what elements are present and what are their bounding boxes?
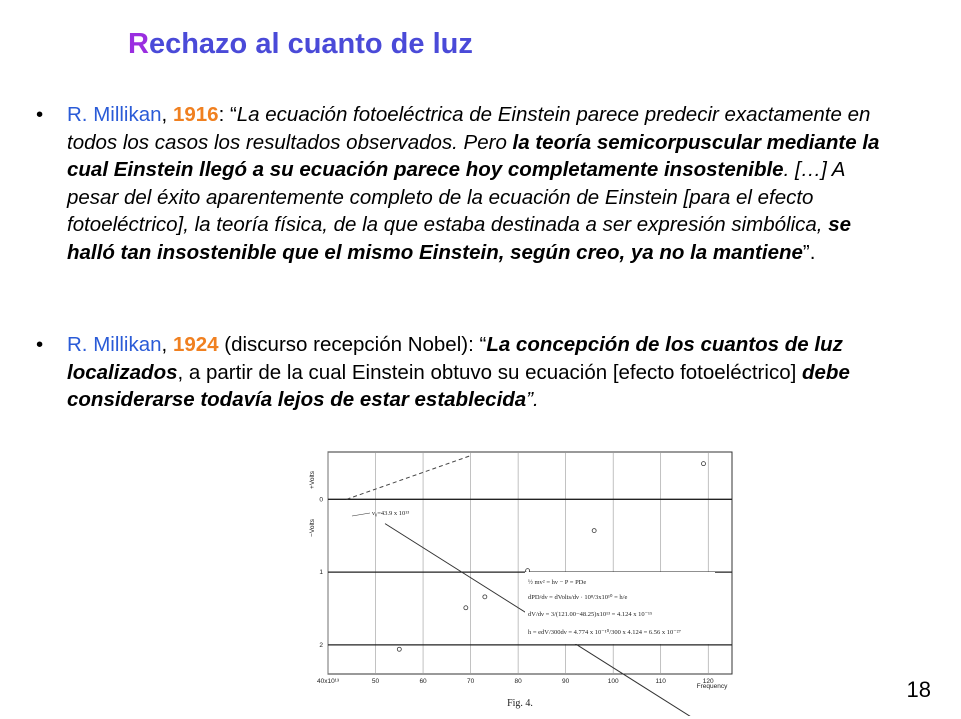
separator: , [161, 103, 173, 126]
bullet-1916-text [67, 101, 896, 267]
x-tick-label: 50 [371, 678, 380, 685]
bullet-dot-icon: • [36, 333, 44, 356]
data-point [464, 606, 468, 610]
equation-1: ½ mv² = hν − P = PDe [528, 579, 587, 586]
x-tick-label: 70 [466, 678, 475, 685]
y-label-plus-volts: +Volts [309, 471, 316, 489]
millikan-plot-figure [300, 444, 740, 716]
x-tick-label: 120 [702, 678, 714, 685]
quote-italic-2: . […] A pesar del éxito aparentemente completo de la ecuación de Einstein [para el efecto fotoeléctrico], la teoría física, de la que estaba destinada a ser expresión simbólica, [67, 158, 845, 237]
x-axis-label: Frequency [696, 683, 728, 690]
x-tick-label: 60 [419, 678, 427, 685]
author-name: R. Millikan [67, 333, 162, 356]
data-point [397, 647, 401, 651]
title-first-letter: R [128, 28, 149, 60]
y-tick-label: 1 [319, 569, 323, 577]
y-tick-label: 2 [319, 641, 323, 649]
bullet-1916 [36, 101, 896, 267]
equation-2: dPD/dν = dVolts/dν · 10⁸/3x10¹⁰ = h/e [528, 594, 628, 601]
x-tick-label: 110 [655, 678, 666, 685]
quote-bold-1: la teoría semicorpuscular mediante la cual Einstein llegó a su ecuación parece hoy completamente insostenible [67, 130, 880, 182]
quote-bold-1: La concepción de los cuantos de luz localizados [67, 333, 843, 384]
x-tick-label: 40x10¹³ [316, 678, 340, 685]
equations-box [525, 572, 715, 644]
figure-caption: Fig. 4. [507, 698, 533, 709]
quote-close: ”. [802, 240, 816, 264]
x-tick-label: 100 [607, 678, 619, 685]
separator: , [161, 333, 173, 356]
bullet-1924 [36, 331, 896, 414]
equation-3: dV/dν = 3/(121.00−48.25)x10¹³ = 4.124 x 10⁻¹⁵ [528, 611, 653, 618]
year-1916: 1916 [172, 103, 219, 126]
quote-open: : “ [218, 103, 237, 126]
x-tick-label: 90 [562, 678, 570, 685]
data-point [483, 595, 487, 599]
bullet-1924-text [67, 331, 896, 414]
quote-open: (discurso recepción Nobel): “ [218, 333, 487, 356]
data-point [592, 529, 596, 533]
quote-close: ”. [526, 388, 539, 412]
title-rest: echazo al cuanto de luz [148, 28, 473, 60]
data-point [701, 462, 705, 466]
slide-number: 18 [906, 677, 931, 702]
quote-bold-2: se halló tan insostenible que el mismo Einstein, según creo, ya no la mantiene [67, 213, 852, 264]
x-tick-label: 80 [514, 678, 522, 685]
threshold-label: ν₀=43.9 x 10¹³ [372, 510, 410, 517]
quote-italic-1: La ecuación fotoeléctrica de Einstein parece predecir exactamente en todos los casos los resultados observados. Pero [67, 103, 871, 154]
bullet-dot-icon: • [36, 103, 44, 126]
y-label-minus-volts: −Volts [309, 519, 316, 537]
y-tick-label: 0 [319, 496, 323, 504]
equation-4: h = edV/300dν = 4.774 x 10⁻¹⁰/300 x 4.124 = 6.56 x 10⁻²⁷ [528, 629, 681, 636]
slide-title [128, 28, 473, 61]
quote-normal-1: , a partir de la cual Einstein obtuvo su ecuación [efecto fotoeléctrico] [177, 360, 802, 384]
author-name: R. Millikan [67, 103, 162, 126]
quote-bold-2: debe considerarse todavía lejos de estar establecida [67, 360, 850, 412]
year-1924: 1924 [172, 333, 219, 356]
